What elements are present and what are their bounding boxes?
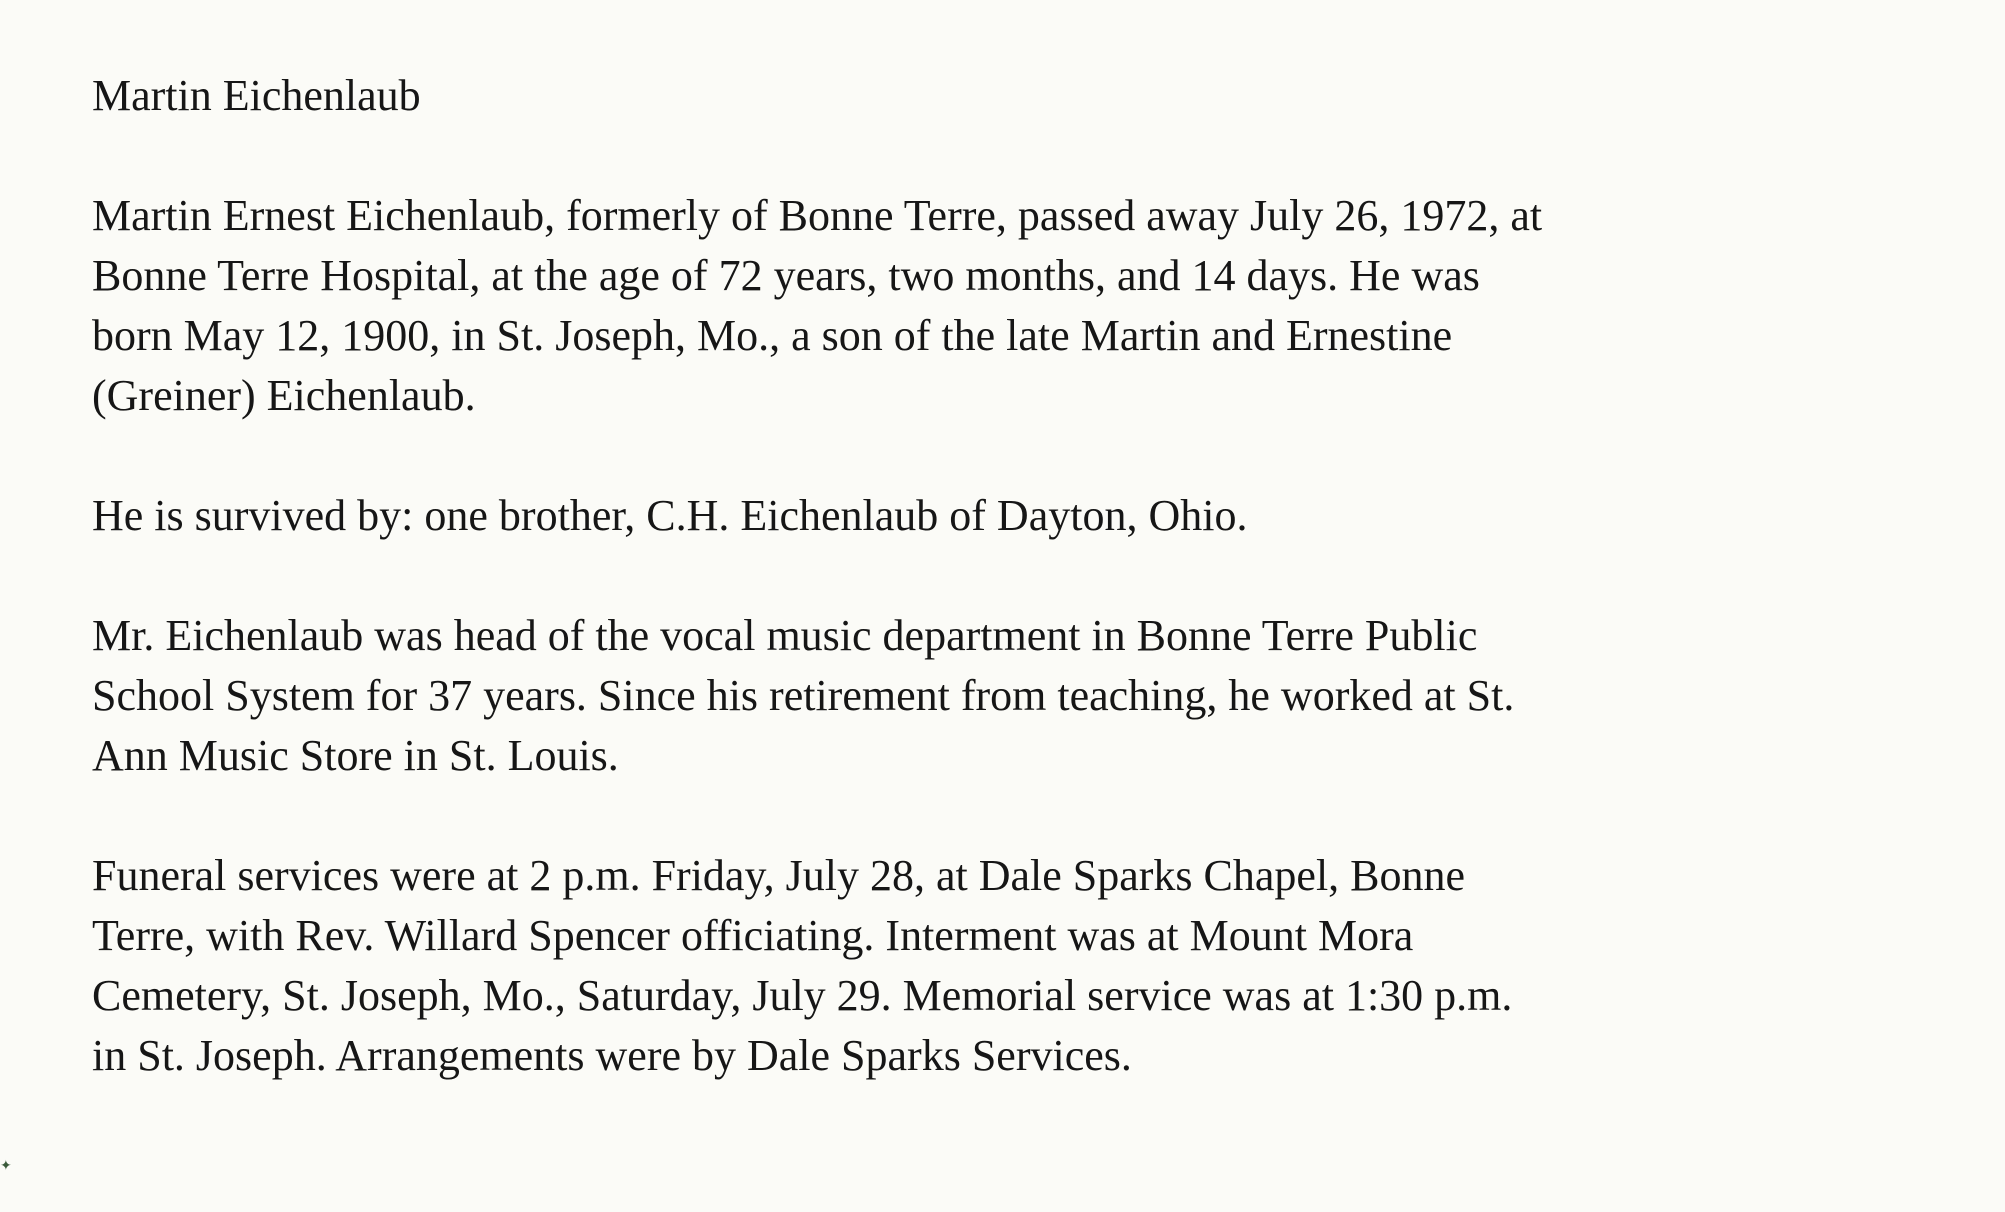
text-line: Ann Music Store in St. Louis. <box>92 731 619 780</box>
paragraph-survivors <box>92 486 1972 546</box>
paragraph-career <box>92 606 1972 786</box>
text-line: School System for 37 years. Since his retirement from teaching, he worked at St. <box>92 671 1515 720</box>
text-line: He is survived by: one brother, C.H. Eichenlaub of Dayton, Ohio. <box>92 491 1248 540</box>
text-line: Mr. Eichenlaub was head of the vocal music department in Bonne Terre Public <box>92 611 1478 660</box>
text-line: Terre, with Rev. Willard Spencer officiating. Interment was at Mount Mora <box>92 911 1414 960</box>
paragraph-death-notice <box>92 186 1972 426</box>
document-title: Martin Eichenlaub <box>92 71 421 120</box>
text-line: (Greiner) Eichenlaub. <box>92 371 476 420</box>
obituary-text <box>92 66 1972 1146</box>
text-line: Cemetery, St. Joseph, Mo., Saturday, July 29. Memorial service was at 1:30 p.m. <box>92 971 1513 1020</box>
text-line: Martin Ernest Eichenlaub, formerly of Bonne Terre, passed away July 26, 1972, at <box>92 191 1543 240</box>
paragraph-services <box>92 846 1972 1086</box>
text-line: in St. Joseph. Arrangements were by Dale Sparks Services. <box>92 1031 1132 1080</box>
text-line: born May 12, 1900, in St. Joseph, Mo., a son of the late Martin and Ernestine <box>92 311 1453 360</box>
text-line: Bonne Terre Hospital, at the age of 72 years, two months, and 14 days. He was <box>92 251 1480 300</box>
text-line: Funeral services were at 2 p.m. Friday, July 28, at Dale Sparks Chapel, Bonne <box>92 851 1466 900</box>
scan-speck-icon: ✦ <box>0 1159 12 1174</box>
